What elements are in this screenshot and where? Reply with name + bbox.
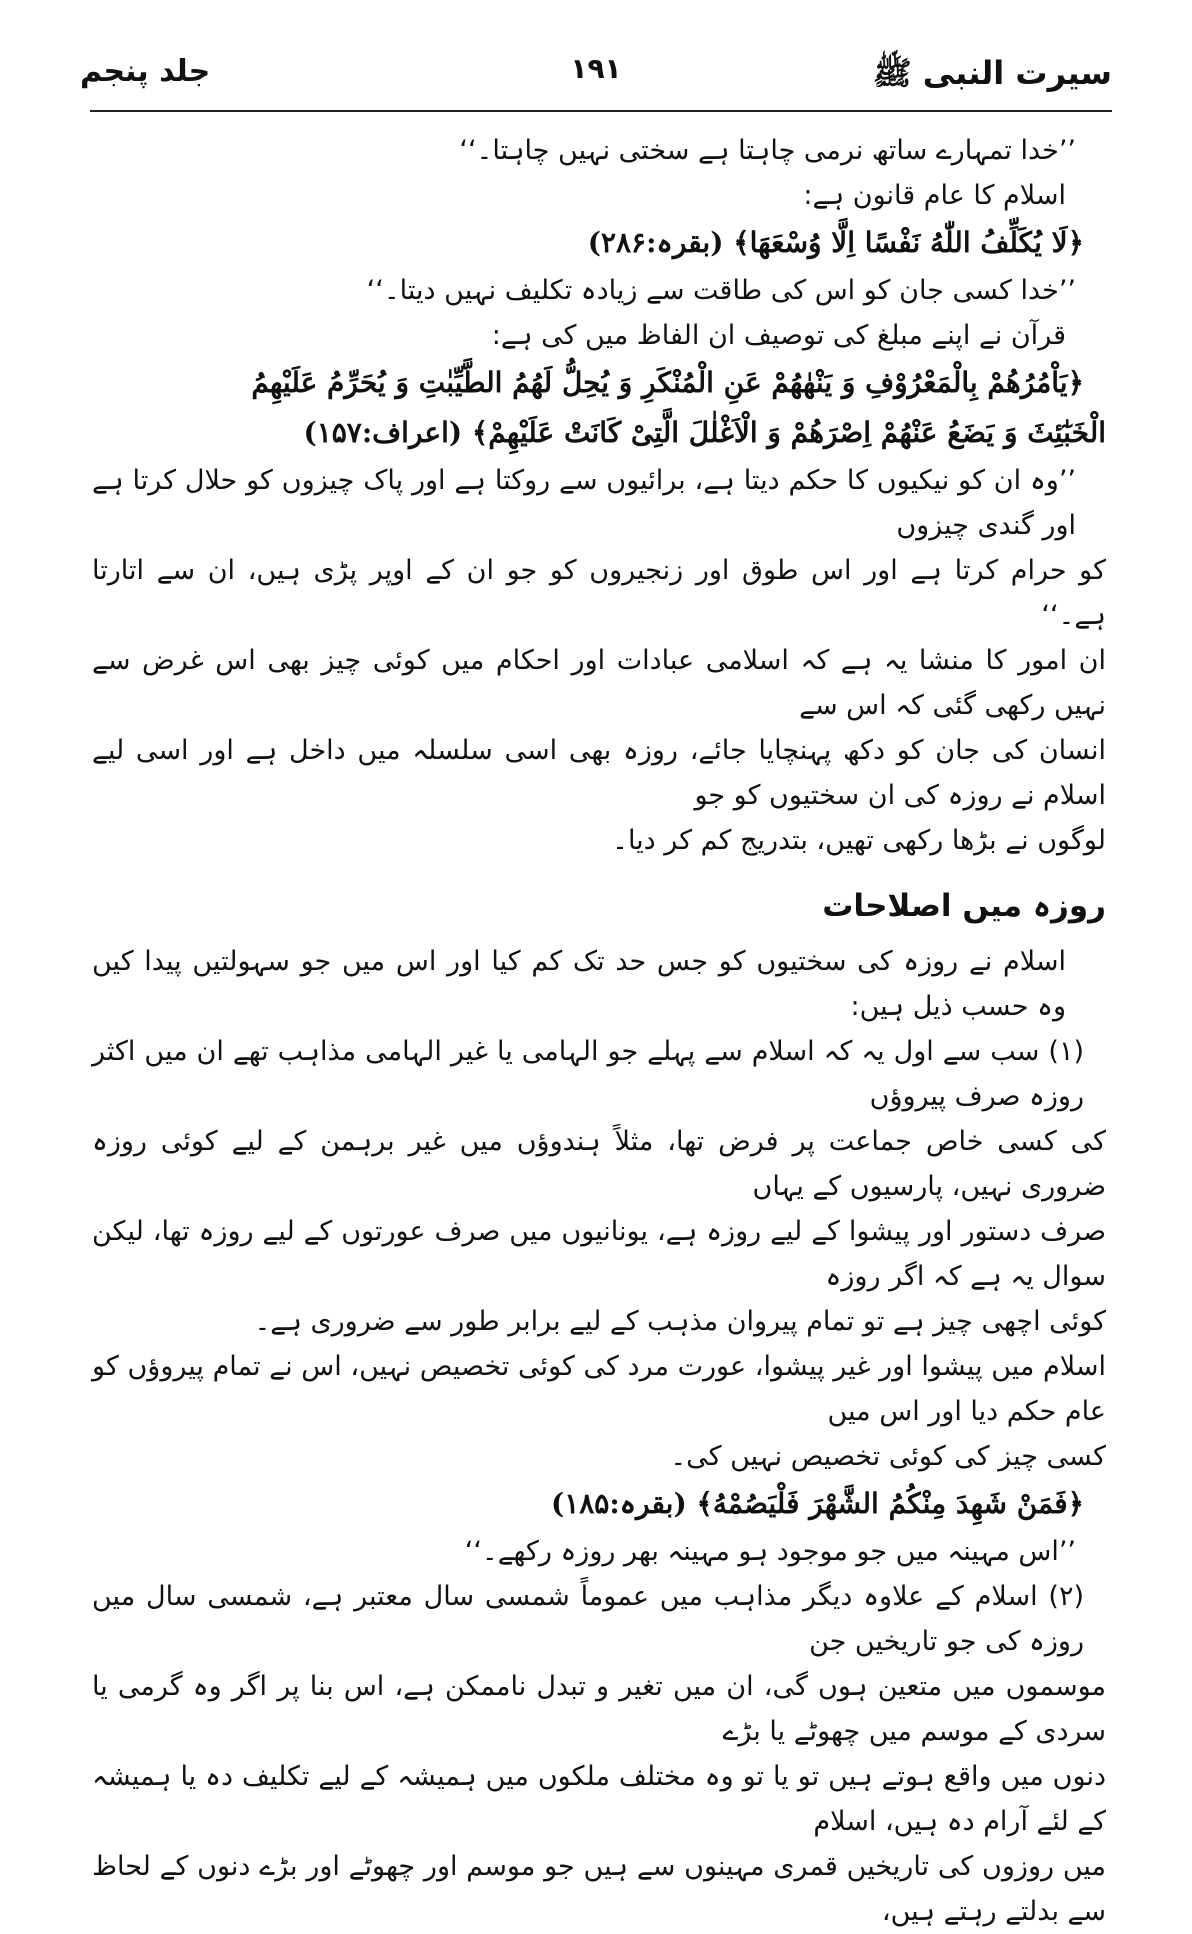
quran-verse: الْخَبٰٓئِثَ وَ يَضَعُ عَنْهُمْ اِصْرَهُمْ وَ الْاَغْلٰلَ الَّتِیْ كَانَتْ عَلَيْهِمْ﴾ (اعراف:۱۵۷) xyxy=(303,416,1106,449)
paragraph-line: لوگوں نے بڑھا رکھی تھیں، بتدریج کم کر دیا۔ xyxy=(612,825,1106,856)
text-line: اسلام کا عام قانون ہے: xyxy=(803,180,1066,211)
translation-quote: ’’خدا کسی جان کو اس کی طاقت سے زیادہ تکلیف نہیں دیتا۔‘‘ xyxy=(366,275,1076,306)
book-title: سیرت النبی ﷺ xyxy=(872,54,1112,92)
paragraph-line: کی کسی خاص جماعت پر فرض تھا، مثلاً ہندوؤں میں غیر برہمن کے لیے کوئی روزہ ضروری نہیں، پارسیوں کے یہاں xyxy=(92,1126,1106,1202)
paragraph-line: کسی چیز کی کوئی تخصیص نہیں کی۔ xyxy=(670,1441,1106,1472)
paragraph-line: میں روزوں کی تاریخیں قمری مہینوں سے ہیں جو موسم اور چھوٹے اور بڑے دنوں کے لحاظ سے بدلتے رہتے ہیں، xyxy=(92,1851,1106,1927)
paragraph-line: دنوں میں واقع ہوتے ہیں تو یا تو وہ مختلف ملکوں میں ہمیشہ کے لیے تکلیف دہ یا ہمیشہ کے لئے آرام دہ ہیں، اسلام xyxy=(92,1761,1106,1837)
translation-quote: کو حرام کرتا ہے اور اس طوق اور زنجیروں کو جو ان کے اوپر پڑی ہیں، ان سے اتارتا ہے۔‘‘ xyxy=(92,555,1106,631)
paragraph-line: اسلام نے روزہ کی سختیوں کو جس حد تک کم کیا اور اس میں جو سہولتیں پیدا کیں وہ حسب ذیل ہیں: xyxy=(92,946,1066,1022)
translation-quote: ’’خدا تمہارے ساتھ نرمی چاہتا ہے سختی نہیں چاہتا۔‘‘ xyxy=(459,135,1076,166)
paragraph-line: ان امور کا منشا یہ ہے کہ اسلامی عبادات اور احکام میں کوئی چیز بھی اس غرض سے نہیں رکھی گئی کہ اس سے xyxy=(92,645,1106,721)
page-header xyxy=(80,50,1112,110)
text-line: قرآن نے اپنے مبلغ کی توصیف ان الفاظ میں کی ہے: xyxy=(491,320,1066,351)
section-heading: روزہ میں اصلاحات xyxy=(822,888,1106,924)
translation-quote: ’’اس مہینہ میں جو موجود ہو مہینہ بھر روزہ رکھے۔‘‘ xyxy=(464,1536,1076,1567)
volume-label: جلد پنجم xyxy=(80,54,211,89)
paragraph-line: اسلام میں پیشوا اور غیر پیشوا، عورت مرد کی کوئی تخصیص نہیں، اس نے تمام پیروؤں کو عام حکم دیا اور اس میں xyxy=(92,1351,1106,1427)
quran-verse: ﴿لَا يُكَلِّفُ اللّٰهُ نَفْسًا اِلَّا وُسْعَهَا﴾ (بقرہ:۲۸۶) xyxy=(587,226,1084,259)
paragraph-line: (۱) سب سے اول یہ کہ اسلام سے پہلے جو الہامی یا غیر الہامی مذاہب تھے ان میں اکثر روزہ صرف پیروؤں xyxy=(92,1036,1084,1112)
paragraph-line: موسموں میں متعین ہوں گی، ان میں تغیر و تبدل ناممکن ہے، اس بنا پر اگر وہ گرمی یا سردی کے موسم میں چھوٹے یا بڑے xyxy=(92,1671,1106,1747)
paragraph-line: (۲) اسلام کے علاوہ دیگر مذاہب میں عموماً شمسی سال معتبر ہے، شمسی سال میں روزہ کی جو تاریخیں جن xyxy=(92,1581,1084,1657)
page-number: ۱۹۱ xyxy=(570,52,622,85)
quran-verse: ﴿فَمَنْ شَهِدَ مِنْكُمُ الشَّهْرَ فَلْيَصُمْهُ﴾ (بقرہ:۱۸۵) xyxy=(550,1487,1084,1520)
paragraph-line: انسان کی جان کو دکھ پہنچایا جائے، روزہ بھی اسی سلسلہ میں داخل ہے اور اسی لیے اسلام نے روزہ کی ان سختیوں کو جو xyxy=(92,735,1106,811)
translation-quote: ’’وہ ان کو نیکیوں کا حکم دیتا ہے، برائیوں سے روکتا ہے اور پاک چیزوں کو حلال کرتا ہے اور گندی چیزوں xyxy=(92,465,1076,541)
header-divider xyxy=(90,110,1112,112)
paragraph-line: صرف دستور اور پیشوا کے لیے روزہ ہے، یونانیوں میں صرف عورتوں کے لیے روزہ تھا، لیکن سوال یہ ہے کہ اگر روزہ xyxy=(92,1216,1106,1292)
page-body xyxy=(92,128,1106,1934)
paragraph-line: کوئی اچھی چیز ہے تو تمام پیروان مذہب کے لیے برابر طور سے ضروری ہے۔ xyxy=(254,1306,1106,1337)
quran-verse: ﴿يَاْمُرُهُمْ بِالْمَعْرُوْفِ وَ يَنْهٰهُمْ عَنِ الْمُنْكَرِ وَ يُحِلُّ لَهُمُ الطَّيِّبٰتِ وَ يُحَرِّمُ عَلَيْهِمُ xyxy=(251,366,1084,399)
